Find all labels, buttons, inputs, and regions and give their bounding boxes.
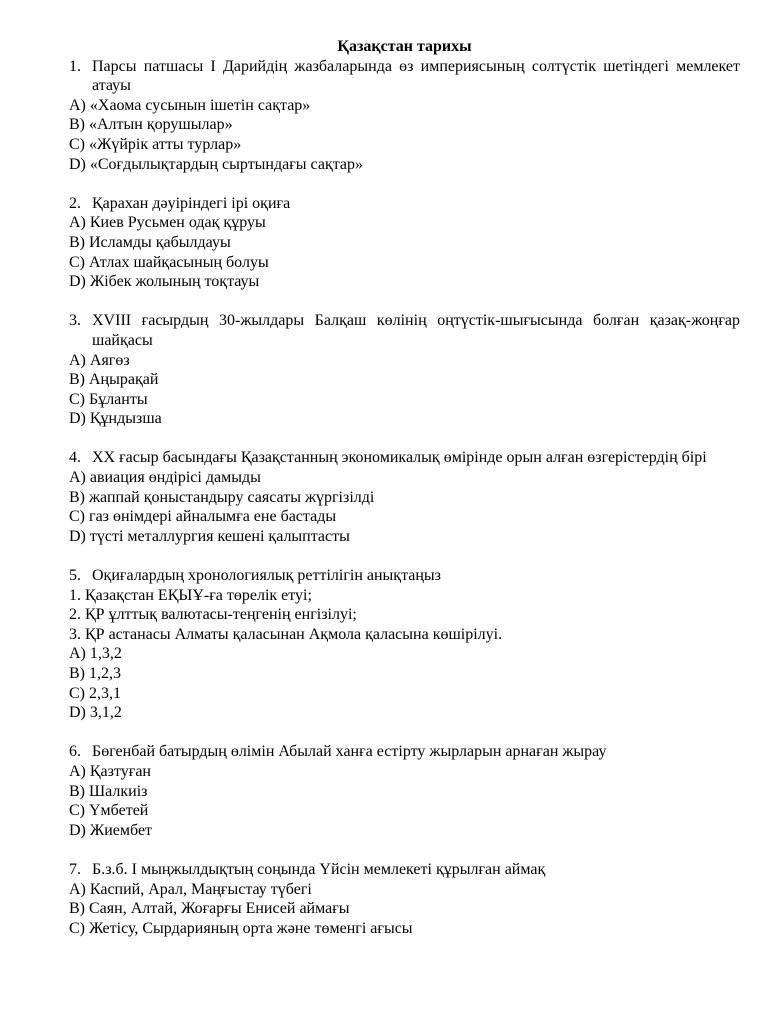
question-number: 4. bbox=[69, 449, 81, 467]
question-stem bbox=[69, 311, 740, 350]
answer-option-b: B) Саян, Алтай, Жоғарғы Енисей аймағы bbox=[69, 900, 350, 918]
answer-option-d: D) түсті металлургия кешені қалыптасты bbox=[69, 527, 350, 545]
answer-option-a: A) «Хаома сусынын ішетін сақтар» bbox=[69, 96, 311, 114]
question-4 bbox=[69, 448, 740, 546]
answer-option-c: C) Үмбетей bbox=[69, 802, 149, 820]
question-stem bbox=[69, 742, 740, 762]
answer-option-c: C) Атлах шайқасының болуы bbox=[69, 253, 269, 271]
document-title: Қазақстан тарихы bbox=[337, 38, 472, 55]
answer-option-d: D) «Соғдылықтардың сыртындағы сақтар» bbox=[69, 155, 364, 173]
question-text: XX ғасыр басындағы Қазақстанның экономикалық өмірінде орын алған өзгерістердің бірі bbox=[92, 449, 707, 467]
question-text: Қарахан дәуіріндегі ірі оқиға bbox=[92, 194, 291, 212]
document-page bbox=[69, 37, 740, 938]
question-stem bbox=[69, 57, 740, 96]
answer-option-b: B) Аңырақай bbox=[69, 371, 159, 389]
answer-option-a: A) авиация өндірісі дамыды bbox=[69, 469, 261, 487]
answer-option-c: C) 2,3,1 bbox=[69, 684, 121, 702]
question-6 bbox=[69, 742, 740, 840]
question-1 bbox=[69, 57, 740, 175]
answer-option-d: D) Жиембет bbox=[69, 821, 153, 839]
answer-option-d: D) Жібек жолының тоқтауы bbox=[69, 273, 260, 291]
answer-option-c: C) газ өнімдері айналымға ене бастады bbox=[69, 508, 337, 526]
event-item-3: 3. ҚР астанасы Алматы қаласынан Ақмола қаласына көшірілуі. bbox=[69, 625, 503, 643]
answer-option-b: B) «Алтын қорушылар» bbox=[69, 116, 233, 134]
event-item-2: 2. ҚР ұлттық валютасы-теңгенің енгізілуі; bbox=[69, 606, 357, 624]
answer-option-b: B) Исламды қабылдауы bbox=[69, 233, 231, 251]
question-number: 6. bbox=[69, 743, 81, 761]
answer-option-c: C) Жетісу, Сырдарияның орта және төменгі ағысы bbox=[69, 919, 413, 937]
question-stem bbox=[69, 860, 740, 880]
question-number: 7. bbox=[69, 860, 81, 878]
question-text: Оқиғалардың хронологиялық реттілігін анықтаңыз bbox=[92, 567, 441, 585]
answer-option-a: A) 1,3,2 bbox=[69, 645, 122, 663]
event-item-1: 1. Қазақстан ЕҚЫҰ-ға төрелік етуі; bbox=[69, 586, 312, 604]
answer-option-a: A) Киев Русьмен одақ құруы bbox=[69, 214, 266, 232]
question-stem bbox=[69, 194, 740, 214]
question-text: Парсы патшасы I Дарийдің жазбаларында өз империясының солтүстік шетіндегі мемлекет атауы bbox=[92, 57, 740, 95]
answer-option-a: A) Каспий, Арал, Маңғыстау түбегі bbox=[69, 880, 312, 898]
question-7 bbox=[69, 860, 740, 938]
question-stem bbox=[69, 448, 740, 468]
question-number: 2. bbox=[69, 194, 81, 212]
question-text: XVIII ғасырдың 30-жылдары Балқаш көлінің оңтүстік-шығысында болған қазақ-жоңғар шайқасы bbox=[92, 312, 740, 349]
question-3 bbox=[69, 311, 740, 429]
answer-option-a: A) Қазтуған bbox=[69, 762, 151, 780]
question-2 bbox=[69, 194, 740, 292]
question-5 bbox=[69, 566, 740, 723]
answer-option-b: B) Шалкиіз bbox=[69, 782, 148, 800]
question-text: Б.з.б. I мыңжылдықтың соңында Үйсін мемлекеті құрылған аймақ bbox=[92, 860, 546, 878]
question-number: 3. bbox=[69, 312, 81, 330]
question-number: 5. bbox=[69, 567, 81, 585]
question-text: Бөгенбай батырдың өлімін Абылай ханға естірту жырларын арнаған жырау bbox=[92, 743, 607, 761]
answer-option-d: D) Құндызша bbox=[69, 410, 162, 428]
answer-option-c: C) Бұланты bbox=[69, 390, 148, 408]
question-number: 1. bbox=[69, 57, 81, 75]
answer-option-b: B) жаппай қоныстандыру саясаты жүргізілді bbox=[69, 488, 375, 506]
answer-option-d: D) 3,1,2 bbox=[69, 704, 122, 722]
question-stem bbox=[69, 566, 740, 586]
answer-option-c: C) «Жүйрік атты турлар» bbox=[69, 135, 242, 153]
answer-option-a: A) Аягөз bbox=[69, 351, 130, 369]
answer-option-b: B) 1,2,3 bbox=[69, 665, 121, 682]
